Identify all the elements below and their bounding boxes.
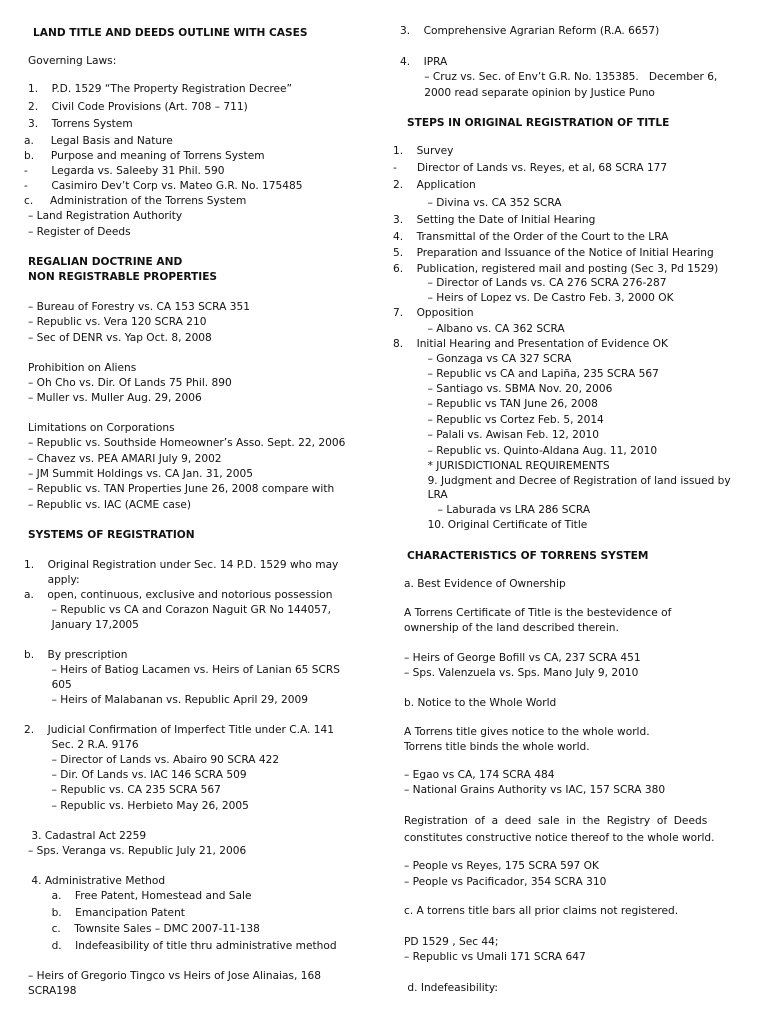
left-text-line: SCRA198: [28, 985, 77, 997]
right-text-line: ownership of the land described therein.: [404, 622, 619, 634]
left-text-line: – Dir. Of Lands vs. IAC 146 SCRA 509: [28, 769, 247, 781]
right-text-line: PD 1529 , Sec 44;: [404, 936, 499, 948]
right-text-line: c. A torrens title bars all prior claims not registered.: [404, 905, 679, 917]
left-text-line: b. Emancipation Patent: [28, 907, 185, 919]
right-text-line: 6. Publication, registered mail and posting (Sec 3, Pd 1529): [393, 263, 719, 275]
left-text-line: c. Administration of the Torrens System: [24, 195, 247, 207]
right-text-line: – Republic vs Cortez Feb. 5, 2014: [404, 414, 604, 426]
right-text-line: Registration of a deed sale in the Registry of Deeds: [404, 815, 708, 827]
left-text-line: b. Purpose and meaning of Torrens System: [24, 150, 265, 162]
left-text-line: b. By prescription: [24, 649, 128, 661]
left-text-line: – Muller vs. Muller Aug. 29, 2006: [28, 392, 202, 404]
left-text-line: Sec. 2 R.A. 9176: [28, 739, 139, 751]
right-text-line: – National Grains Authority vs IAC, 157 SCRA 380: [404, 784, 666, 796]
left-text-line: – Heirs of Malabanan vs. Republic April 29, 2009: [28, 694, 308, 706]
right-text-line: 10. Original Certificate of Title: [404, 519, 588, 531]
left-text-line: a. Free Patent, Homestead and Sale: [28, 890, 252, 902]
left-text-line: – Director of Lands vs. Abairo 90 SCRA 422: [28, 754, 280, 766]
left-text-line: 3. Cadastral Act 2259: [28, 830, 147, 842]
left-text-line: – Oh Cho vs. Dir. Of Lands 75 Phil. 890: [28, 377, 232, 389]
right-text-line: - Director of Lands vs. Reyes, et al, 68 SCRA 177: [393, 162, 668, 174]
left-text-line: January 17,2005: [28, 619, 139, 631]
right-text-line: d. Indefeasibility:: [404, 982, 498, 994]
right-text-line: – People vs Pacificador, 354 SCRA 310: [404, 876, 607, 888]
left-text-line: a. Legal Basis and Nature: [24, 135, 173, 147]
right-text-line: – Republic vs CA and Lapiña, 235 SCRA 567: [404, 368, 659, 380]
right-text-line: – Director of Lands vs. CA 276 SCRA 276-287: [404, 277, 667, 289]
left-text-line: 3. Torrens System: [28, 118, 133, 130]
left-text-line: – Heirs of Batiog Lacamen vs. Heirs of Lanian 65 SCRS: [28, 664, 340, 676]
right-text-line: – Egao vs CA, 174 SCRA 484: [404, 769, 555, 781]
left-text-line: – Land Registration Authority: [28, 210, 183, 222]
left-text-line: - Casimiro Dev’t Corp vs. Mateo G.R. No. 175485: [24, 180, 303, 192]
right-text-line: LRA: [404, 489, 448, 501]
left-text-line: – Republic vs. Herbieto May 26, 2005: [28, 800, 249, 812]
right-heading: CHARACTERISTICS OF TORRENS SYSTEM: [407, 550, 649, 562]
left-text-line: – Republic vs CA and Corazon Naguit GR No 144057,: [28, 604, 332, 616]
right-text-line: – Divina vs. CA 352 SCRA: [404, 197, 562, 209]
left-text-line: – Heirs of Gregorio Tingco vs Heirs of Jose Alinaias, 168: [28, 970, 321, 982]
right-text-line: constitutes constructive notice thereof to the whole world.: [404, 832, 715, 844]
left-text-line: 1. P.D. 1529 “The Property Registration Decree”: [28, 83, 293, 95]
right-text-line: – Palali vs. Awisan Feb. 12, 2010: [404, 429, 600, 441]
right-text-line: – Republic vs TAN June 26, 2008: [404, 398, 598, 410]
left-text-line: – Republic vs. Southside Homeowner’s Asso. Sept. 22, 2006: [28, 437, 346, 449]
left-text-line: – Bureau of Forestry vs. CA 153 SCRA 351: [28, 301, 250, 313]
left-text-line: – JM Summit Holdings vs. CA Jan. 31, 2005: [28, 468, 253, 480]
right-text-line: – People vs Reyes, 175 SCRA 597 OK: [404, 860, 599, 872]
right-text-line: A Torrens Certificate of Title is the bestevidence of: [404, 607, 672, 619]
left-text-line: – Republic vs. CA 235 SCRA 567: [28, 784, 221, 796]
right-text-line: 4. IPRA: [400, 56, 448, 68]
left-text-line: Limitations on Corporations: [28, 422, 175, 434]
left-text-line: 2. Civil Code Provisions (Art. 708 – 711): [28, 101, 248, 113]
left-text-line: a. open, continuous, exclusive and notorious possession: [24, 589, 333, 601]
right-text-line: 3. Comprehensive Agrarian Reform (R.A. 6657): [400, 25, 660, 37]
right-text-line: 5. Preparation and Issuance of the Notice of Initial Hearing: [393, 247, 714, 259]
right-text-line: – Republic vs Umali 171 SCRA 647: [404, 951, 586, 963]
left-text-line: c. Townsite Sales – DMC 2007-11-138: [28, 923, 260, 935]
left-text-line: 2. Judicial Confirmation of Imperfect Title under C.A. 141: [24, 724, 335, 736]
left-text-line: – Register of Deeds: [28, 226, 131, 238]
right-text-line: 4. Transmittal of the Order of the Court to the LRA: [393, 231, 669, 243]
left-text-line: 605: [28, 679, 72, 691]
left-text-line: – Chavez vs. PEA AMARI July 9, 2002: [28, 453, 222, 465]
right-text-line: 1. Survey: [393, 145, 454, 157]
left-text-line: 4. Administrative Method: [28, 875, 166, 887]
left-text-line: – Republic vs. Vera 120 SCRA 210: [28, 316, 207, 328]
right-text-line: Torrens title binds the whole world.: [404, 741, 590, 753]
right-text-line: – Santiago vs. SBMA Nov. 20, 2006: [404, 383, 613, 395]
left-heading: NON REGISTRABLE PROPERTIES: [28, 271, 218, 283]
right-text-line: – Gonzaga vs CA 327 SCRA: [404, 353, 572, 365]
left-heading: LAND TITLE AND DEEDS OUTLINE WITH CASES: [33, 27, 308, 39]
right-text-line: 8. Initial Hearing and Presentation of Evidence OK: [393, 338, 668, 350]
left-text-line: Prohibition on Aliens: [28, 362, 137, 374]
right-text-line: – Laburada vs LRA 286 SCRA: [404, 504, 591, 516]
right-text-line: a. Best Evidence of Ownership: [404, 578, 566, 590]
right-text-line: – Sps. Valenzuela vs. Sps. Mano July 9, 2010: [404, 667, 639, 679]
right-text-line: – Albano vs. CA 362 SCRA: [404, 323, 565, 335]
left-text-line: – Sec of DENR vs. Yap Oct. 8, 2008: [28, 332, 212, 344]
right-text-line: – Republic vs. Quinto-Aldana Aug. 11, 2010: [404, 445, 658, 457]
left-text-line: d. Indefeasibility of title thru administrative method: [28, 940, 337, 952]
left-text-line: - Legarda vs. Saleeby 31 Phil. 590: [24, 165, 225, 177]
right-text-line: – Cruz vs. Sec. of Env’t G.R. No. 135385. December 6,: [404, 71, 718, 83]
right-text-line: – Heirs of Lopez vs. De Castro Feb. 3, 2000 OK: [404, 292, 674, 304]
left-heading: SYSTEMS OF REGISTRATION: [28, 529, 195, 541]
right-text-line: 2000 read separate opinion by Justice Puno: [404, 87, 655, 99]
left-text-line: 1. Original Registration under Sec. 14 P.D. 1529 who may: [24, 559, 339, 571]
left-heading: REGALIAN DOCTRINE AND: [28, 256, 183, 268]
left-text-line: apply:: [24, 574, 80, 586]
right-text-line: – Heirs of George Bofill vs CA, 237 SCRA 451: [404, 652, 641, 664]
right-text-line: 9. Judgment and Decree of Registration of land issued by: [404, 475, 731, 487]
right-text-line: * JURISDICTIONAL REQUIREMENTS: [404, 460, 610, 472]
left-text-line: – Republic vs. IAC (ACME case): [28, 499, 192, 511]
left-text-line: – Sps. Veranga vs. Republic July 21, 2006: [28, 845, 247, 857]
right-text-line: 2. Application: [393, 179, 476, 191]
left-text-line: – Republic vs. TAN Properties June 26, 2008 compare with: [28, 483, 335, 495]
right-text-line: 7. Opposition: [393, 307, 474, 319]
left-text-line: Governing Laws:: [28, 55, 117, 67]
right-text-line: 3. Setting the Date of Initial Hearing: [393, 214, 596, 226]
right-heading: STEPS IN ORIGINAL REGISTRATION OF TITLE: [407, 117, 670, 129]
right-text-line: b. Notice to the Whole World: [404, 697, 557, 709]
right-text-line: A Torrens title gives notice to the whole world.: [404, 726, 650, 738]
